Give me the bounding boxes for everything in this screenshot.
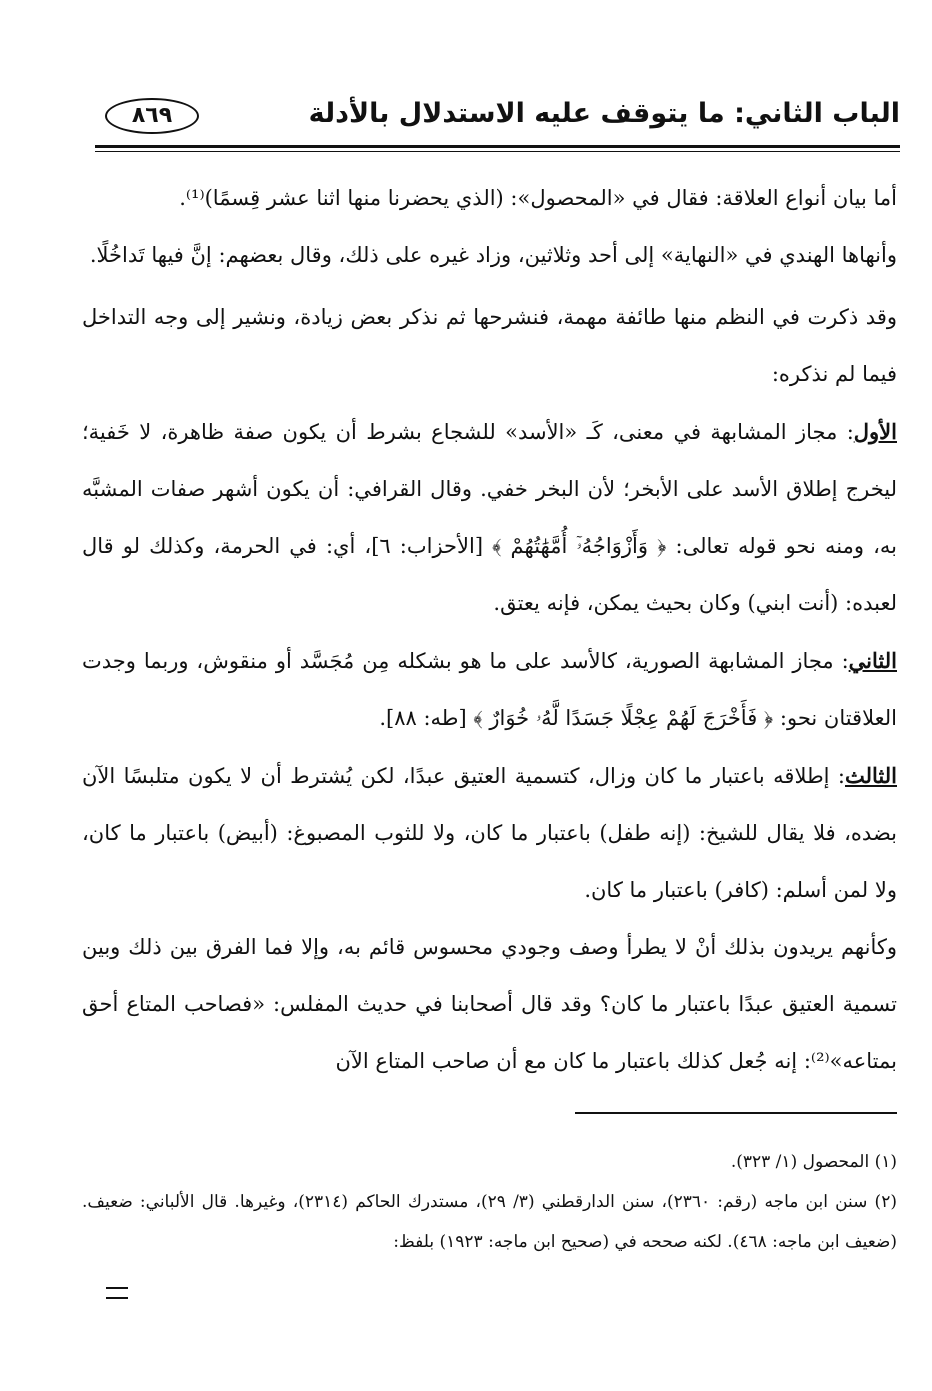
paragraph-5-text: : مجاز المشابهة الصورية، كالأسد على ما هو بشكله مِن مُجَسَّد أو منقوش، وربما وجدت العلاقتان نحو: ﴿ فَأَخْرَجَ لَهُمْ عِجْلًا جَسَدًا لَّهُۥ خُوَارٌ ﴾ [طه: ٨٨]. xyxy=(82,649,897,730)
paragraph-4 xyxy=(82,403,897,632)
footnote-1: (١) المحصول (١/ ٣٢٣). xyxy=(730,1152,897,1172)
paragraph-7: وكأنهم يريدون بذلك أنْ لا يطرأ وصف وجودي محسوس قائم به، وإلا فما الفرق بين ذلك وبين تسمية العتيق عبدًا باعتبار ما كان؟ وقد قال أصحابنا في حديث المفلس: «فصاحب المتاع أحق بمتاعه»⁽²⁾: إنه جُعل كذلك باعتبار ما كان مع أن صاحب المتاع الآن xyxy=(82,935,897,1073)
paragraph-6 xyxy=(82,747,897,919)
paragraph-1: أما بيان أنواع العلاقة: فقال في «المحصول»: (الذي يحضرنا منها اثنا عشر قِسمًا)⁽¹⁾. xyxy=(179,186,897,210)
paragraph-2: وأنهاها الهندي في «النهاية» إلى أحد وثلاثين، وزاد غيره على ذلك، وقال بعضهم: إنَّ فيها تَداخُلًا. xyxy=(89,243,897,267)
paragraph-6-text: : إطلاقه باعتبار ما كان وزال، كتسمية العتيق عبدًا، لكن يُشترط أن لا يكون متلبسًا الآن بضده، فلا يقال للشيخ: (إنه طفل) باعتبار ما كان، ولا للثوب المصبوغ: (أبيض) باعتبار ما كان، ولا لمن أسلم: (كافر) باعتبار ما كان. xyxy=(82,764,897,902)
paragraph-5 xyxy=(82,632,897,747)
chapter-title: الباب الثاني: ما يتوقف عليه الاستدلال بالأدلة xyxy=(308,98,900,129)
heading-second: الثاني xyxy=(848,648,897,673)
continuation-mark xyxy=(106,1287,128,1299)
heading-third: الثالث xyxy=(845,763,897,788)
heading-first: الأول xyxy=(853,419,897,444)
header-rule-thick xyxy=(95,145,900,148)
footnotes xyxy=(82,1142,897,1262)
page-number-badge: ٨٦٩ xyxy=(105,98,199,134)
footnote-separator xyxy=(575,1112,897,1114)
paragraph-3: وقد ذكرت في النظم منها طائفة مهمة، فنشرحها ثم نذكر بعض زيادة، ونشير إلى وجه التداخل فيما لم نذكره: xyxy=(82,305,897,386)
paragraph-4-text: : مجاز المشابهة في معنى، كَـ «الأسد» للشجاع بشرط أن يكون صفة ظاهرة، لا خَفية؛ ليخرج إطلاق الأسد على الأبخر؛ لأن البخر خفي. وقال القرافي: أن يكون أشهر صفات المشبَّه به، ومنه نحو قوله تعالى: ﴿ وَأَزْوَاجُهُۥٓ أُمَّهَٰتُهُمْ ﴾ [الأحزاب: ٦]، أي: في الحرمة، وكذلك لو قال لعبده: (أنت ابني) وكان بحيث يمكن، فإنه يعتق. xyxy=(82,420,897,615)
running-header xyxy=(95,88,900,148)
header-rule-thin xyxy=(95,151,900,152)
footnote-2: (٢) سنن ابن ماجه (رقم: ٢٣٦٠)، سنن الدارقطني (٣/ ٢٩)، مستدرك الحاكم (٢٣١٤)، وغيرها. قال الألباني: ضعيف. (ضعيف ابن ماجه: ٤٦٨). لكنه صححه في (صحيح ابن ماجه: ١٩٢٣) بلفظ: xyxy=(82,1192,897,1252)
main-text xyxy=(82,170,897,1090)
